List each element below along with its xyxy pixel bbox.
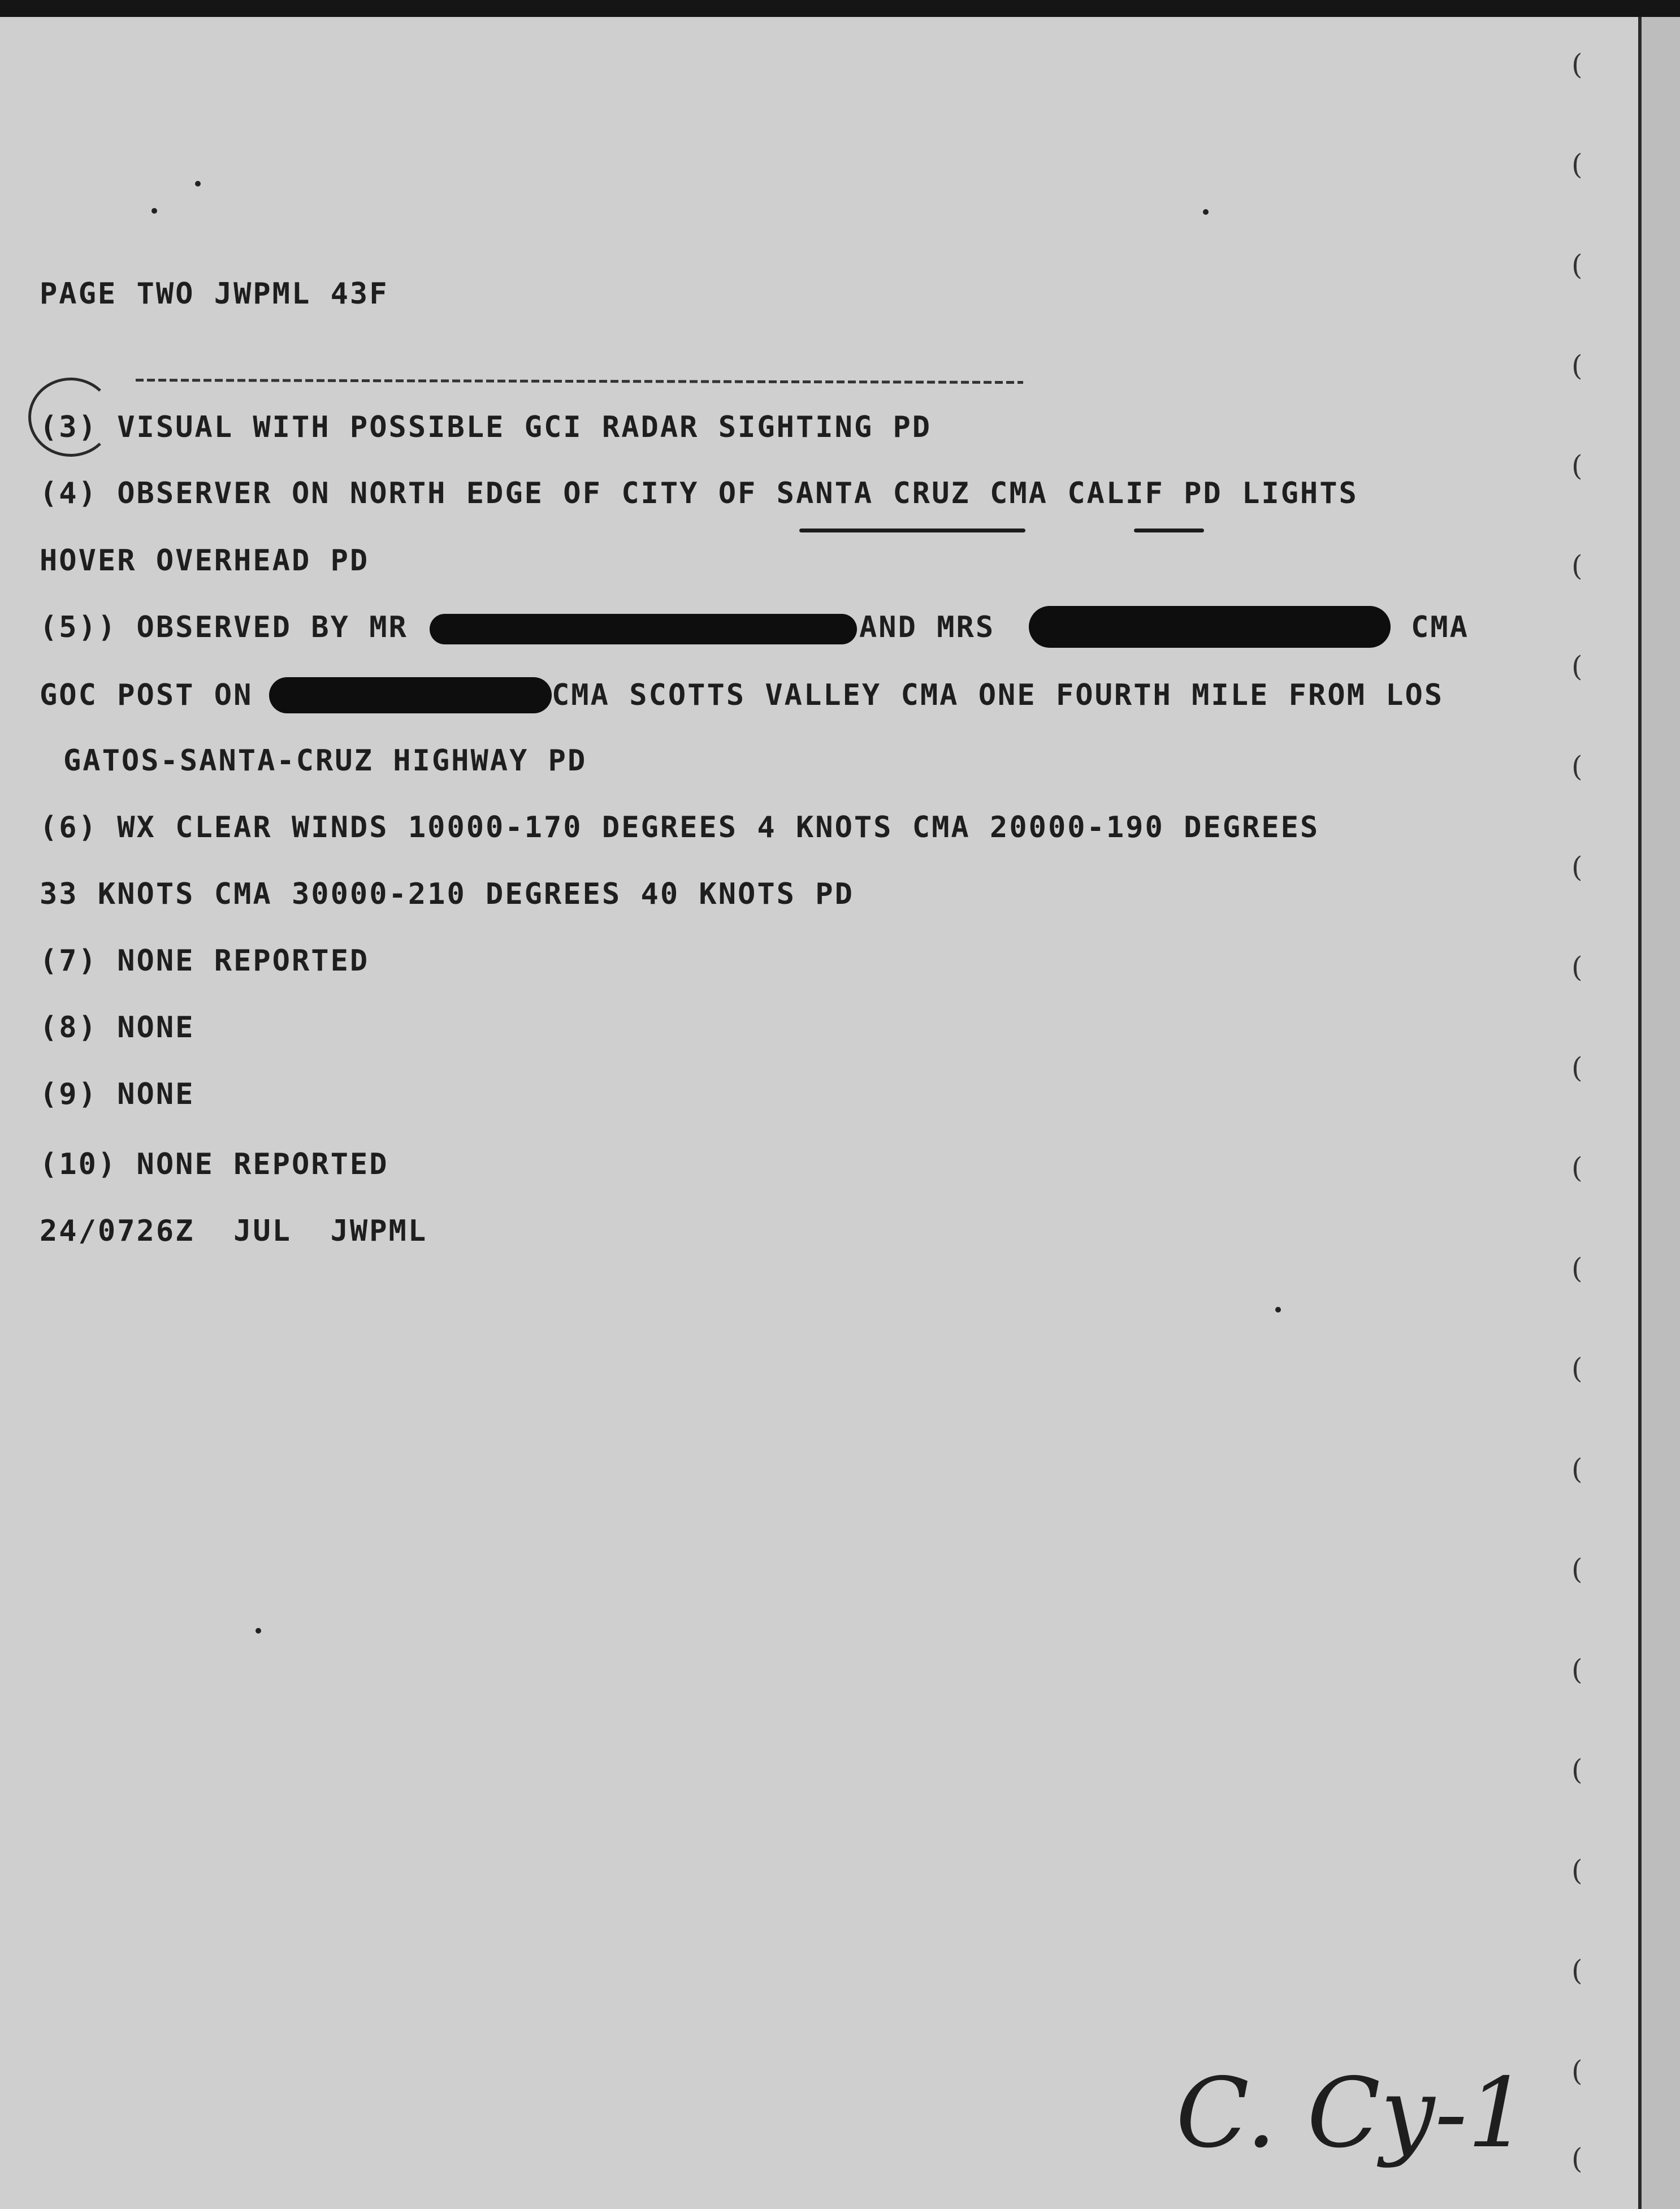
feed-hole: ( xyxy=(1571,1352,1583,1385)
document-page xyxy=(0,17,1653,2209)
redaction-block xyxy=(430,614,857,644)
speck xyxy=(256,1628,261,1634)
feed-hole: ( xyxy=(1571,48,1583,81)
underline-calif xyxy=(1134,529,1204,532)
feed-hole: ( xyxy=(1571,1753,1583,1786)
item-8: (8) NONE xyxy=(40,1011,195,1045)
item-5-cont-a: GOC POST ON xyxy=(40,678,253,712)
item-9: (9) NONE xyxy=(40,1077,195,1111)
speck xyxy=(1275,1307,1281,1313)
feed-hole: ( xyxy=(1571,951,1583,984)
feed-hole: ( xyxy=(1571,1653,1583,1686)
feed-hole: ( xyxy=(1571,349,1583,382)
feed-hole: ( xyxy=(1571,750,1583,783)
feed-hole: ( xyxy=(1571,249,1583,281)
item-10: (10) NONE REPORTED xyxy=(40,1147,389,1181)
item-5-cont-b: CMA SCOTTS VALLEY CMA ONE FOURTH MILE FROM LOS xyxy=(552,678,1444,712)
handwritten-annotation: C. Cy-1 xyxy=(1176,2058,1529,2169)
feed-hole: ( xyxy=(1571,1553,1583,1586)
scan-top-band xyxy=(0,0,1680,17)
tractor-feed-strip xyxy=(1642,17,1680,2209)
feed-hole: ( xyxy=(1571,851,1583,883)
feed-hole: ( xyxy=(1571,1453,1583,1485)
item-5-part-c: CMA xyxy=(1411,610,1469,644)
speck xyxy=(195,181,201,187)
item-5-part-a: (5)) OBSERVED BY MR xyxy=(40,610,408,644)
speck xyxy=(1203,209,1209,215)
underline-santa-cruz xyxy=(799,529,1025,532)
item-6-cont: 33 KNOTS CMA 30000-210 DEGREES 40 KNOTS PD xyxy=(40,877,854,911)
feed-hole: ( xyxy=(1571,1151,1583,1184)
feed-hole: ( xyxy=(1571,650,1583,683)
item-7: (7) NONE REPORTED xyxy=(40,944,370,978)
item-4-cont: HOVER OVERHEAD PD xyxy=(40,544,370,578)
feed-hole: ( xyxy=(1571,1954,1583,1987)
feed-hole: ( xyxy=(1571,449,1583,482)
feed-hole: ( xyxy=(1571,549,1583,582)
page-header: PAGE TWO JWPML 43F xyxy=(40,277,389,311)
speck xyxy=(151,208,157,214)
feed-hole: ( xyxy=(1571,2142,1583,2175)
redaction-block xyxy=(269,677,552,713)
feed-hole: ( xyxy=(1571,2055,1583,2087)
date-time-group: 24/0726Z JUL JWPML xyxy=(40,1214,428,1248)
item-4: (4) OBSERVER ON NORTH EDGE OF CITY OF SANTA CRUZ CMA CALIF PD LIGHTS xyxy=(40,477,1358,510)
item-6: (6) WX CLEAR WINDS 10000-170 DEGREES 4 KNOTS CMA 20000-190 DEGREES xyxy=(40,811,1320,844)
item-5-cont-c: GATOS-SANTA-CRUZ HIGHWAY PD xyxy=(63,744,587,778)
feed-hole: ( xyxy=(1571,1854,1583,1887)
item-5-part-b: AND MRS xyxy=(859,610,995,644)
redaction-block xyxy=(1029,606,1391,648)
feed-hole: ( xyxy=(1571,148,1583,181)
feed-hole: ( xyxy=(1571,1051,1583,1084)
item-3: (3) VISUAL WITH POSSIBLE GCI RADAR SIGHTING PD xyxy=(40,410,932,444)
feed-hole: ( xyxy=(1571,1252,1583,1285)
